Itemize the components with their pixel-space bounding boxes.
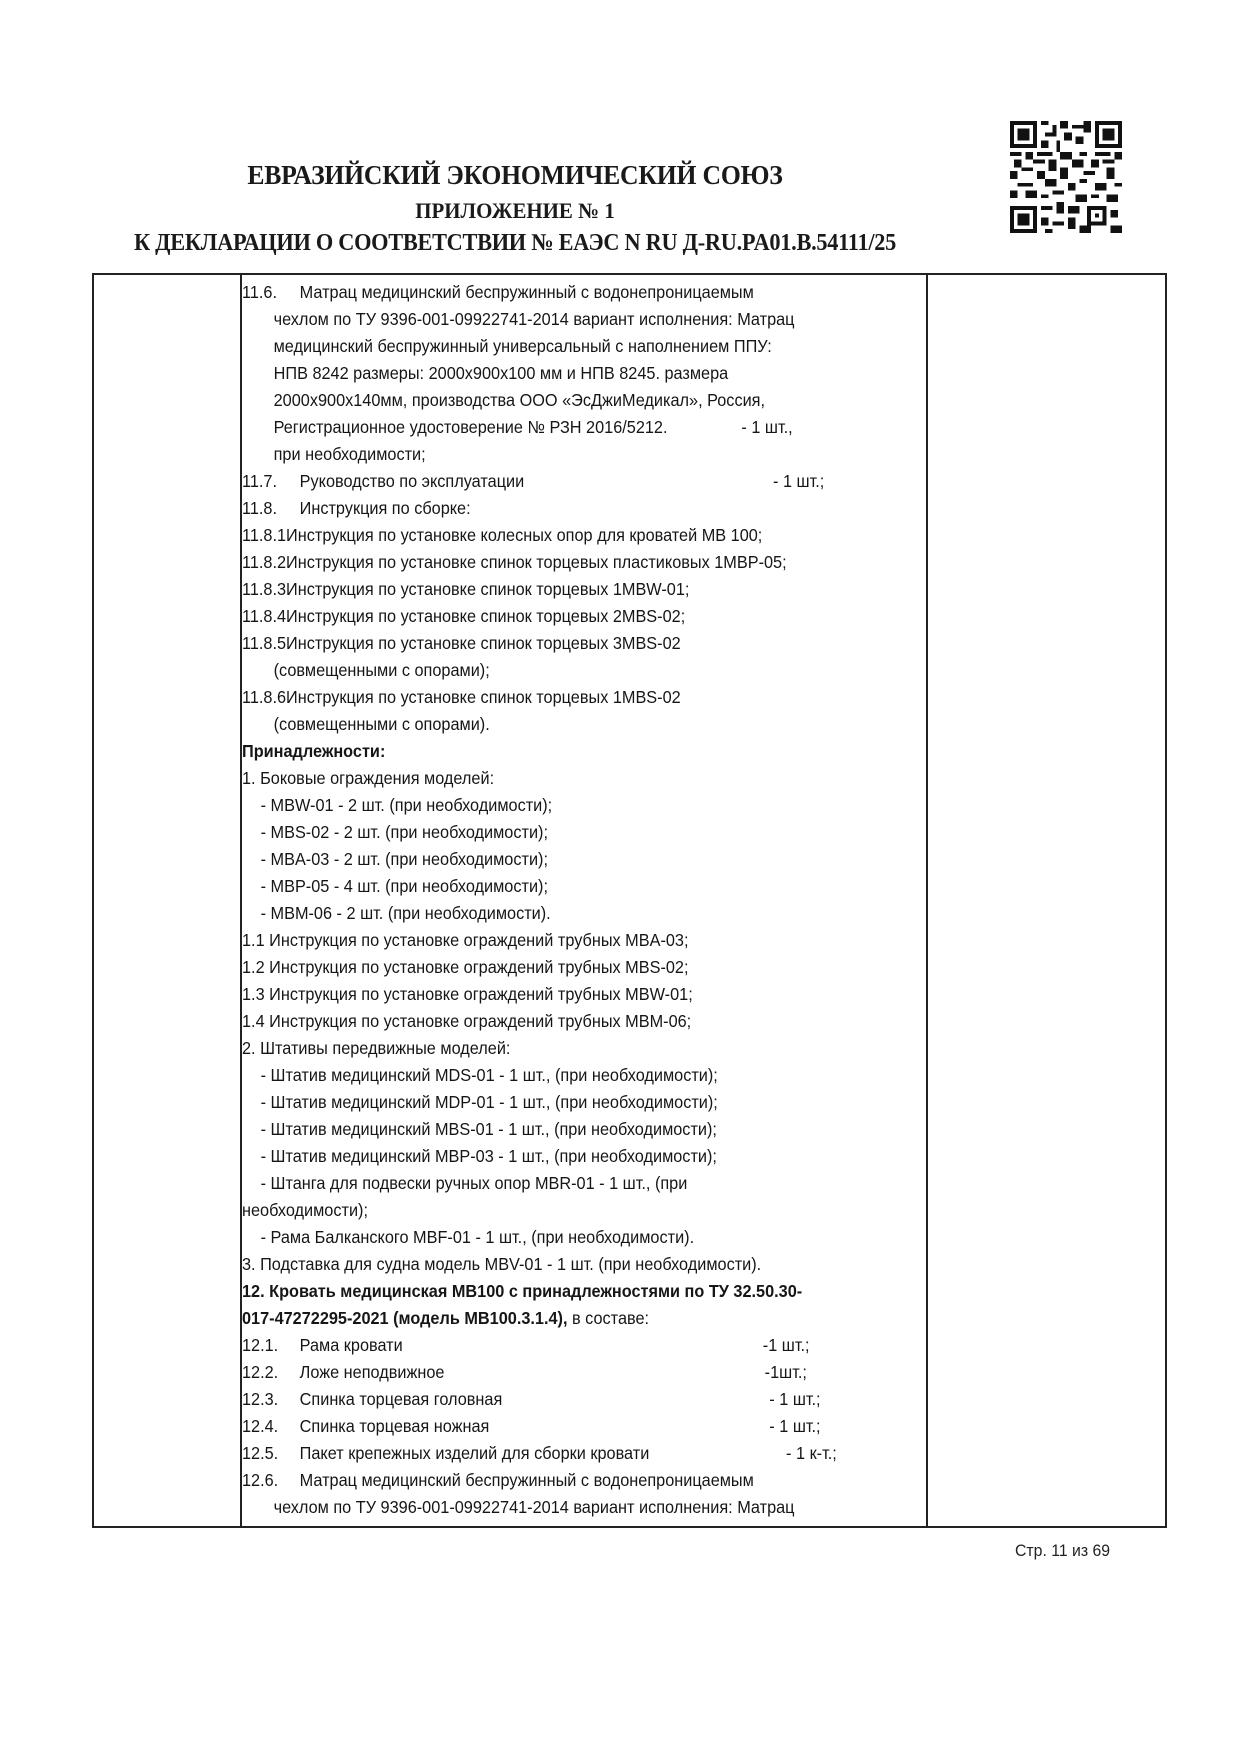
list-item: - Штатив медицинский MDP-01 - 1 шт., (при необходимости); — [260, 1092, 718, 1112]
list-item: 11.8.2Инструкция по установке спинок торцевых пластиковых 1МВР-05; — [242, 552, 787, 572]
item-12-heading-continuation: 017-47272295-2021 (модель МВ100.3.1.4), в составе: — [242, 1308, 650, 1328]
list-item: 12.4. Спинка торцевая ножная - 1 шт.; — [242, 1413, 927, 1440]
list-item-continuation: медицинский беспружинный универсальный с наполнением ППУ: — [273, 336, 772, 356]
list-item: 11.6. Матрац медицинский беспружинный с водонепроницаемым — [242, 282, 754, 302]
accessories-heading: Принадлежности: — [242, 741, 386, 761]
item-12-heading: 12. Кровать медицинская МВ100 с принадлежностями по ТУ 32.50.30- — [242, 1281, 803, 1301]
list-item: - MBW-01 - 2 шт. (при необходимости); — [260, 795, 553, 815]
list-item: 3. Подставка для судна модель MBV-01 - 1 шт. (при необходимости). — [242, 1254, 762, 1274]
list-item: 12.5. Пакет крепежных изделий для сборки кровати - 1 к-т.; — [242, 1440, 927, 1467]
list-item: 11.8. Инструкция по сборке: — [242, 498, 471, 518]
list-item: 12.6. Матрац медицинский беспружинный с водонепроницаемым — [242, 1470, 754, 1490]
list-item-continuation: необходимости); — [242, 1200, 368, 1220]
page-number: Стр. 11 из 69 — [1015, 1541, 1111, 1560]
list-item: - Штанга для подвески ручных опор MBR-01 - 1 шт., (при — [260, 1173, 688, 1193]
list-item: 11.7. Руководство по эксплуатации - 1 шт.; — [242, 468, 927, 495]
quantity: -1шт.; — [764, 1362, 807, 1382]
quantity: - 1 шт., — [741, 417, 793, 437]
list-item: 12.3. Спинка торцевая головная - 1 шт.; — [242, 1386, 927, 1413]
list-item-continuation: (совмещенными с опорами). — [273, 714, 490, 734]
list-item: 11.8.5Инструкция по установке спинок торцевых 3MBS-02 — [242, 633, 681, 653]
quantity: - 1 шт.; — [773, 471, 825, 491]
list-item: 1.4 Инструкция по установке ограждений трубных MBM-06; — [242, 1011, 692, 1031]
list-item: 1.2 Инструкция по установке ограждений трубных MBS-02; — [242, 957, 689, 977]
list-item: 12.2. Ложе неподвижное -1шт.; — [242, 1359, 927, 1386]
list-item: 12.1. Рама кровати -1 шт.; — [242, 1332, 927, 1359]
list-item: 1.1 Инструкция по установке ограждений трубных MBA-03; — [242, 930, 689, 950]
side-rails-heading: 1. Боковые ограждения моделей: — [242, 768, 495, 788]
list-item: - Штатив медицинский MBP-03 - 1 шт., (при необходимости); — [260, 1146, 717, 1166]
table-left-column — [94, 275, 242, 1526]
stands-heading: 2. Штативы передвижные моделей: — [242, 1038, 511, 1058]
list-item-continuation: чехлом по ТУ 9396-001-09922741-2014 вариант исполнения: Матрац — [273, 309, 795, 329]
declaration-appendix-table — [92, 273, 1167, 1528]
list-item: - Рама Балканского MBF-01 - 1 шт., (при необходимости). — [260, 1227, 695, 1247]
list-item-continuation: чехлом по ТУ 9396-001-09922741-2014 вариант исполнения: Матрац — [273, 1497, 795, 1517]
list-item: - MBM-06 - 2 шт. (при необходимости). — [260, 903, 551, 923]
list-item: - MBP-05 - 4 шт. (при необходимости); — [260, 876, 548, 896]
declaration-title: К ДЕКЛАРАЦИИ О СООТВЕТСТВИИ № ЕАЭС N RU Д-RU.PA01.B.54111/25 — [133, 230, 897, 256]
list-item: - Штатив медицинский MBS-01 - 1 шт., (при необходимости); — [260, 1119, 717, 1139]
list-item: 1.3 Инструкция по установке ограждений трубных MBW-01; — [242, 984, 693, 1004]
table-right-column — [926, 275, 1165, 1526]
list-item: 11.8.4Инструкция по установке спинок торцевых 2MBS-02; — [242, 606, 686, 626]
list-item: 11.8.3Инструкция по установке спинок торцевых 1MBW-01; — [242, 579, 690, 599]
list-item-continuation: 2000х900х140мм, производства ООО «ЭсДжиМедикал», Россия, — [273, 390, 766, 410]
list-item: - MBA-03 - 2 шт. (при необходимости); — [260, 849, 548, 869]
list-item: 11.8.6Инструкция по установке спинок торцевых 1MBS-02 — [242, 687, 681, 707]
quantity: - 1 шт.; — [769, 1389, 821, 1409]
list-item: - Штатив медицинский MDS-01 - 1 шт., (при необходимости); — [260, 1065, 718, 1085]
list-item-continuation: Регистрационное удостоверение № РЗН 2016/5212. - 1 шт., — [242, 414, 958, 441]
qr-code-icon — [1010, 120, 1122, 234]
list-item: - MBS-02 - 2 шт. (при необходимости); — [260, 822, 548, 842]
appendix-title: ПРИЛОЖЕНИЕ № 1 — [415, 198, 615, 223]
list-item-continuation: НПВ 8242 размеры: 2000х900х100 мм и НПВ 8245. размера — [273, 363, 729, 383]
quantity: - 1 шт.; — [769, 1416, 821, 1436]
quantity: -1 шт.; — [762, 1335, 810, 1355]
list-item: 11.8.1Инструкция по установке колесных опор для кроватей МВ 100; — [242, 525, 763, 545]
table-content-column — [242, 279, 930, 1521]
list-item-continuation: (совмещенными с опорами); — [273, 660, 490, 680]
union-title: ЕВРАЗИЙСКИЙ ЭКОНОМИЧЕСКИЙ СОЮЗ — [247, 160, 783, 190]
list-item-continuation: при необходимости; — [273, 444, 426, 464]
quantity: - 1 к-т.; — [786, 1443, 837, 1463]
